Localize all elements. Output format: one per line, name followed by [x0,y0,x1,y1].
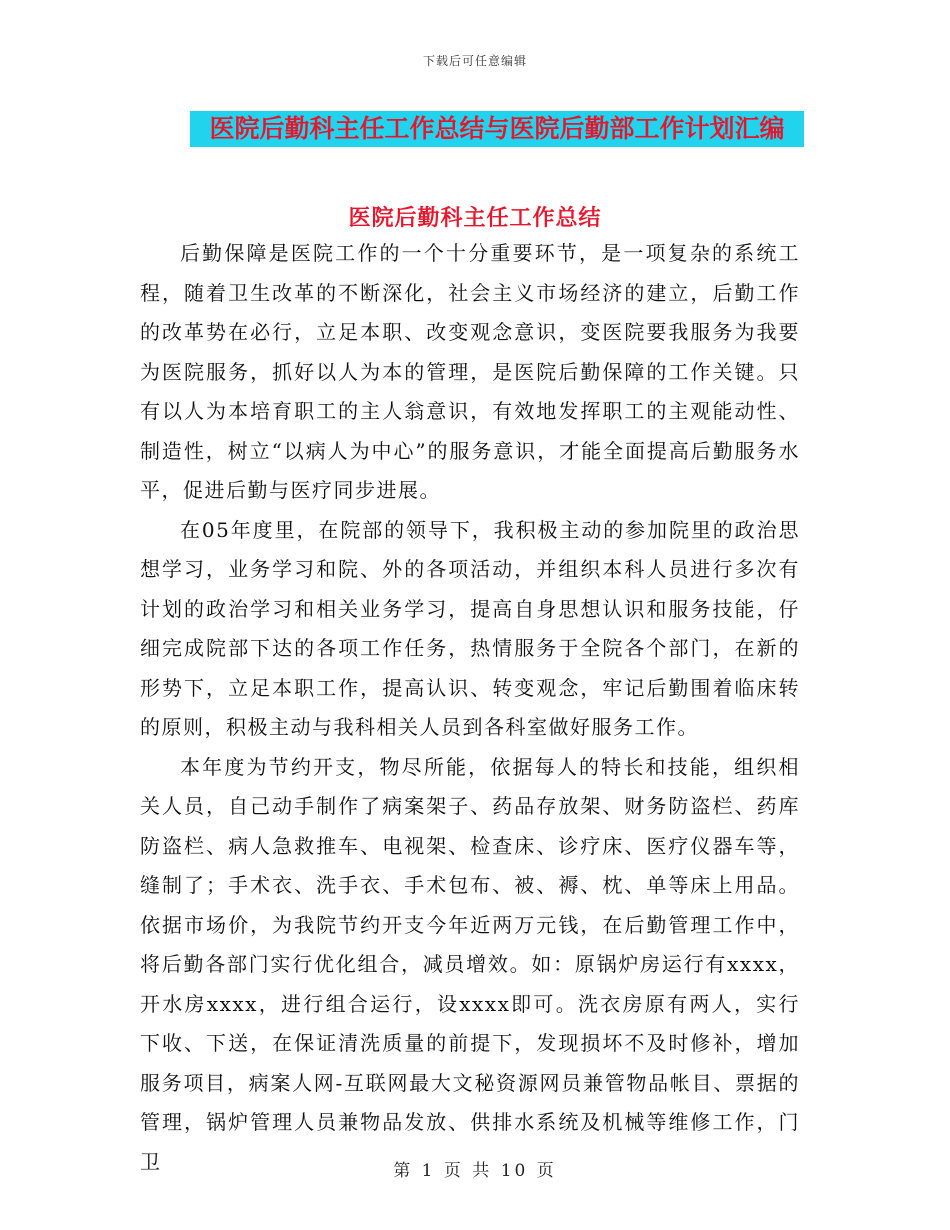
section-title: 医院后勤科主任工作总结 [348,205,602,231]
body-text [140,234,800,1182]
page-number: 第 1 页 共 10 页 [393,1161,557,1181]
main-title: 医院后勤科主任工作总结与医院后勤部工作计划汇编 [209,114,785,143]
main-title-highlight [190,111,804,147]
paragraph: 本年度为节约开支，物尽所能，依据每人的特长和技能，组织相关人员，自己动手制作了病案架子、药品存放架、财务防盗栏、药库防盗栏、病人急救推车、电视架、检查床、诊疗床、医疗仪器车等，缝制了；手术衣、洗手衣、手术包布、被、褥、枕、单等床上用品。依据市场价，为我院节约开支今年近两万元钱，在后勤管理工作中，将后勤各部门实行优化组合，减员增效。如：原锅炉房运行有xxxx，开水房xxxx，进行组合运行，设xxxx即可。洗衣房原有两人，实行下收、下送，在保证清洗质量的前提下，发现损坏不及时修补，增加服务项目，病案人网-互联网最大文秘资源网员兼管物品帐目、票据的管理，锅炉管理人员兼物品发放、供排水系统及机械等维修工作，门卫 [140,754,800,1174]
header-note: 下载后可任意编辑 [422,54,527,68]
paragraph: 后勤保障是医院工作的一个十分重要环节，是一项复杂的系统工程，随着卫生改革的不断深化，社会主义市场经济的建立，后勤工作的改革势在必行，立足本职、改变观念意识，变医院要我服务为我要为医院服务，抓好以人为本的管理，是医院后勤保障的工作关键。只有以人为本培育职工的主人翁意识，有效地发挥职工的主观能动性、制造性，树立“以病人为中心”的服务意识，才能全面提高后勤服务水平，促进后勤与医疗同步进展。 [140,241,800,502]
paragraph: 在05年度里，在院部的领导下，我积极主动的参加院里的政治思想学习，业务学习和院、外的各项活动，并组织本科人员进行多次有计划的政治学习和相关业务学习，提高自身思想认识和服务技能，仔细完成院部下达的各项工作任务，热情服务于全院各个部门，在新的形势下，立足本职工作，提高认识、转变观念，牢记后勤围着临床转的原则，积极主动与我科相关人员到各科室做好服务工作。 [140,517,800,739]
